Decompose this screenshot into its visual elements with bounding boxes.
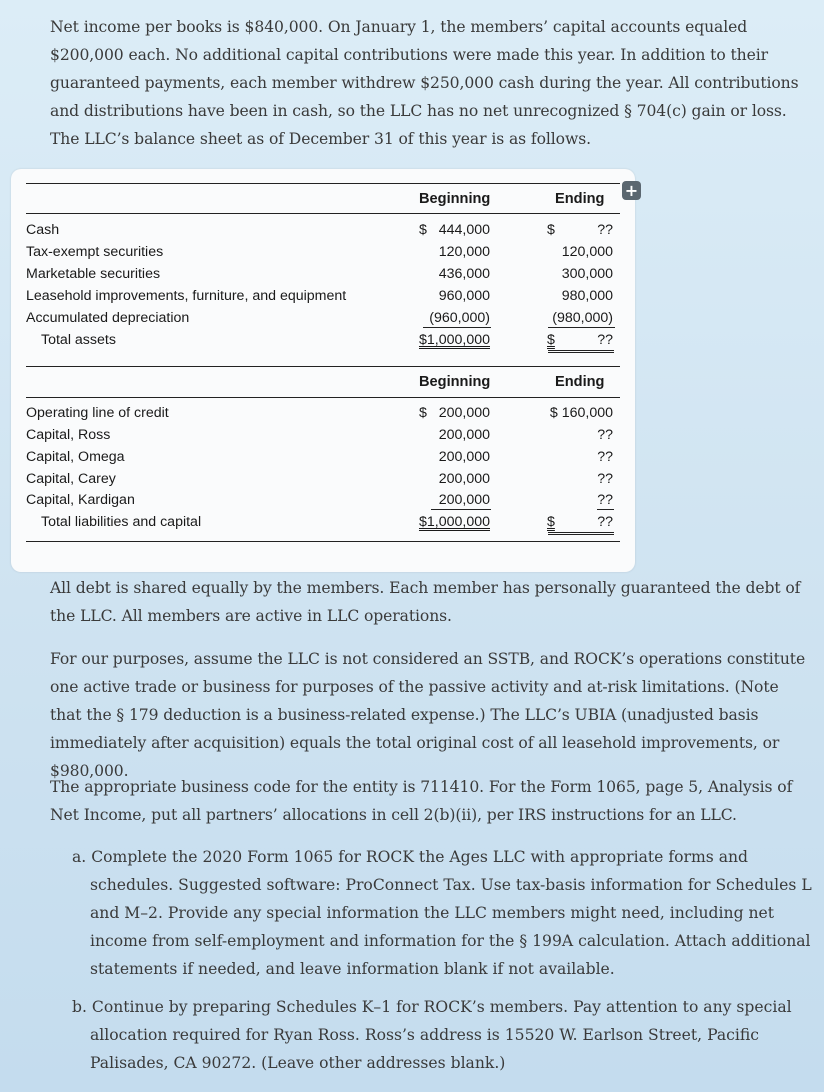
row-depreciation-label: Accumulated depreciation [26, 310, 190, 326]
kardigan-ending-underline [597, 509, 614, 510]
intro-paragraph: Net income per books is $840,000. On January 1, the members’ capital accounts equaled $200,000 each. No additional capital contributions were made this year. In addition to their guaranteed payments, each member withdrew $250,000 cash during the year. All contributions and distributions have been in cash, so the LLC has no net unrecognized § 704(c) gain or loss. The LLC’s balance sheet as of December 31 of this year is as follows. [50, 18, 799, 148]
row-credit-ending: $ 160,000 [549, 405, 613, 421]
row-marketable-label: Marketable securities [26, 266, 161, 282]
total-liabilities-ending-underline-2 [548, 534, 614, 535]
row-cash-ending: ?? [597, 222, 613, 238]
liabilities-header-ending: Ending [555, 374, 605, 390]
plus-icon[interactable]: + [622, 181, 641, 200]
liabilities-top-rule [26, 366, 620, 367]
row-total-liabilities-beginning: $1,000,000 [418, 514, 490, 530]
total-assets-ending-underline-2 [548, 352, 614, 353]
row-leasehold-label: Leasehold improvements, furniture, and equipment [26, 288, 347, 304]
row-cash-beginning: 444,000 [438, 222, 490, 238]
balance-sheet-table [11, 169, 635, 572]
row-total-assets-dollar-ending: $ [547, 332, 555, 348]
total-liabilities-ending-underline-1 [548, 532, 614, 533]
depreciation-beginning-underline [423, 327, 491, 328]
row-credit-beginning: 200,000 [438, 405, 490, 421]
row-tax-exempt-label: Tax-exempt securities [26, 244, 164, 260]
row-capital-ross-label: Capital, Ross [26, 427, 111, 443]
liabilities-header-beginning: Beginning [419, 374, 491, 390]
kardigan-beginning-underline [431, 509, 491, 510]
total-assets-ending-underline-1 [548, 350, 614, 351]
assets-header-ending: Ending [555, 191, 605, 207]
table-top-rule [26, 183, 620, 184]
row-depreciation-beginning: (960,000) [429, 310, 490, 326]
row-cash-dollar-ending: $ [547, 222, 555, 238]
row-total-assets-label: Total assets [41, 332, 116, 348]
row-capital-carey-ending: ?? [597, 471, 613, 487]
liabilities-header-rule [26, 397, 620, 398]
row-marketable-ending: 300,000 [561, 266, 613, 282]
assets-header-beginning: Beginning [419, 191, 491, 207]
row-marketable-beginning: 436,000 [438, 266, 490, 282]
row-credit-label: Operating line of credit [26, 405, 169, 421]
row-credit-dollar-beginning: $ [419, 405, 427, 421]
assets-header-rule [26, 213, 620, 214]
row-cash-label: Cash [26, 222, 60, 238]
row-capital-ross-ending: ?? [597, 427, 613, 443]
row-leasehold-beginning: 960,000 [438, 288, 490, 304]
row-total-assets-ending: ?? [597, 332, 613, 348]
row-total-liabilities-ending: ?? [597, 514, 613, 530]
business-code-paragraph: The appropriate business code for the entity is 711410. For the Form 1065, page 5, Analysis of Net Income, put all partners’ allocations in cell 2(b)(ii), per IRS instructions for an LLC. [50, 778, 793, 824]
row-total-liabilities-dollar-ending: $ [547, 514, 555, 530]
row-capital-kardigan-ending: ?? [597, 492, 613, 508]
table-bottom-rule [26, 541, 620, 542]
row-capital-carey-label: Capital, Carey [26, 471, 116, 487]
row-depreciation-ending: (980,000) [552, 310, 613, 326]
row-total-assets-beginning: $1,000,000 [418, 332, 490, 348]
row-total-liabilities-label: Total liabilities and capital [41, 514, 202, 530]
task-item-b: b. Continue by preparing Schedules K–1 for ROCK’s members. Pay attention to any special allocation required for Ryan Ross. Ross’s address is 15520 W. Earlson Street, Pacific Palisades, CA 90272. (Leave other addresses blank.) [72, 998, 792, 1072]
purposes-paragraph: For our purposes, assume the LLC is not considered an SSTB, and ROCK’s operations constitute one active trade or business for purposes of the passive activity and at-risk limitations. (Note that the § 179 deduction is a business-related expense.) The LLC’s UBIA (unadjusted basis immediately after acquisition) equals the total original cost of all leasehold improvements, or $980,000. [50, 650, 806, 780]
row-capital-omega-beginning: 200,000 [438, 449, 490, 465]
depreciation-ending-underline [548, 327, 615, 328]
row-cash-dollar-beginning: $ [419, 222, 427, 238]
row-tax-exempt-ending: 120,000 [561, 244, 613, 260]
row-capital-kardigan-beginning: 200,000 [438, 492, 490, 508]
row-capital-omega-ending: ?? [597, 449, 613, 465]
row-capital-omega-label: Capital, Omega [26, 449, 125, 465]
debt-paragraph: All debt is shared equally by the members. Each member has personally guaranteed the debt of the LLC. All members are active in LLC operations. [50, 579, 801, 625]
row-capital-kardigan-label: Capital, Kardigan [26, 492, 135, 508]
row-capital-carey-beginning: 200,000 [438, 471, 490, 487]
row-tax-exempt-beginning: 120,000 [438, 244, 490, 260]
row-leasehold-ending: 980,000 [561, 288, 613, 304]
row-capital-ross-beginning: 200,000 [438, 427, 490, 443]
task-item-a: a. Complete the 2020 Form 1065 for ROCK the Ages LLC with appropriate forms and schedules. Suggested software: ProConnect Tax. Use tax-basis information for Schedules L and M–2. Provide any special information the LLC members might need, including net income from self-employment and information for the § 199A calculation. Attach additional statements if needed, and leave information blank if not available. [72, 848, 812, 978]
